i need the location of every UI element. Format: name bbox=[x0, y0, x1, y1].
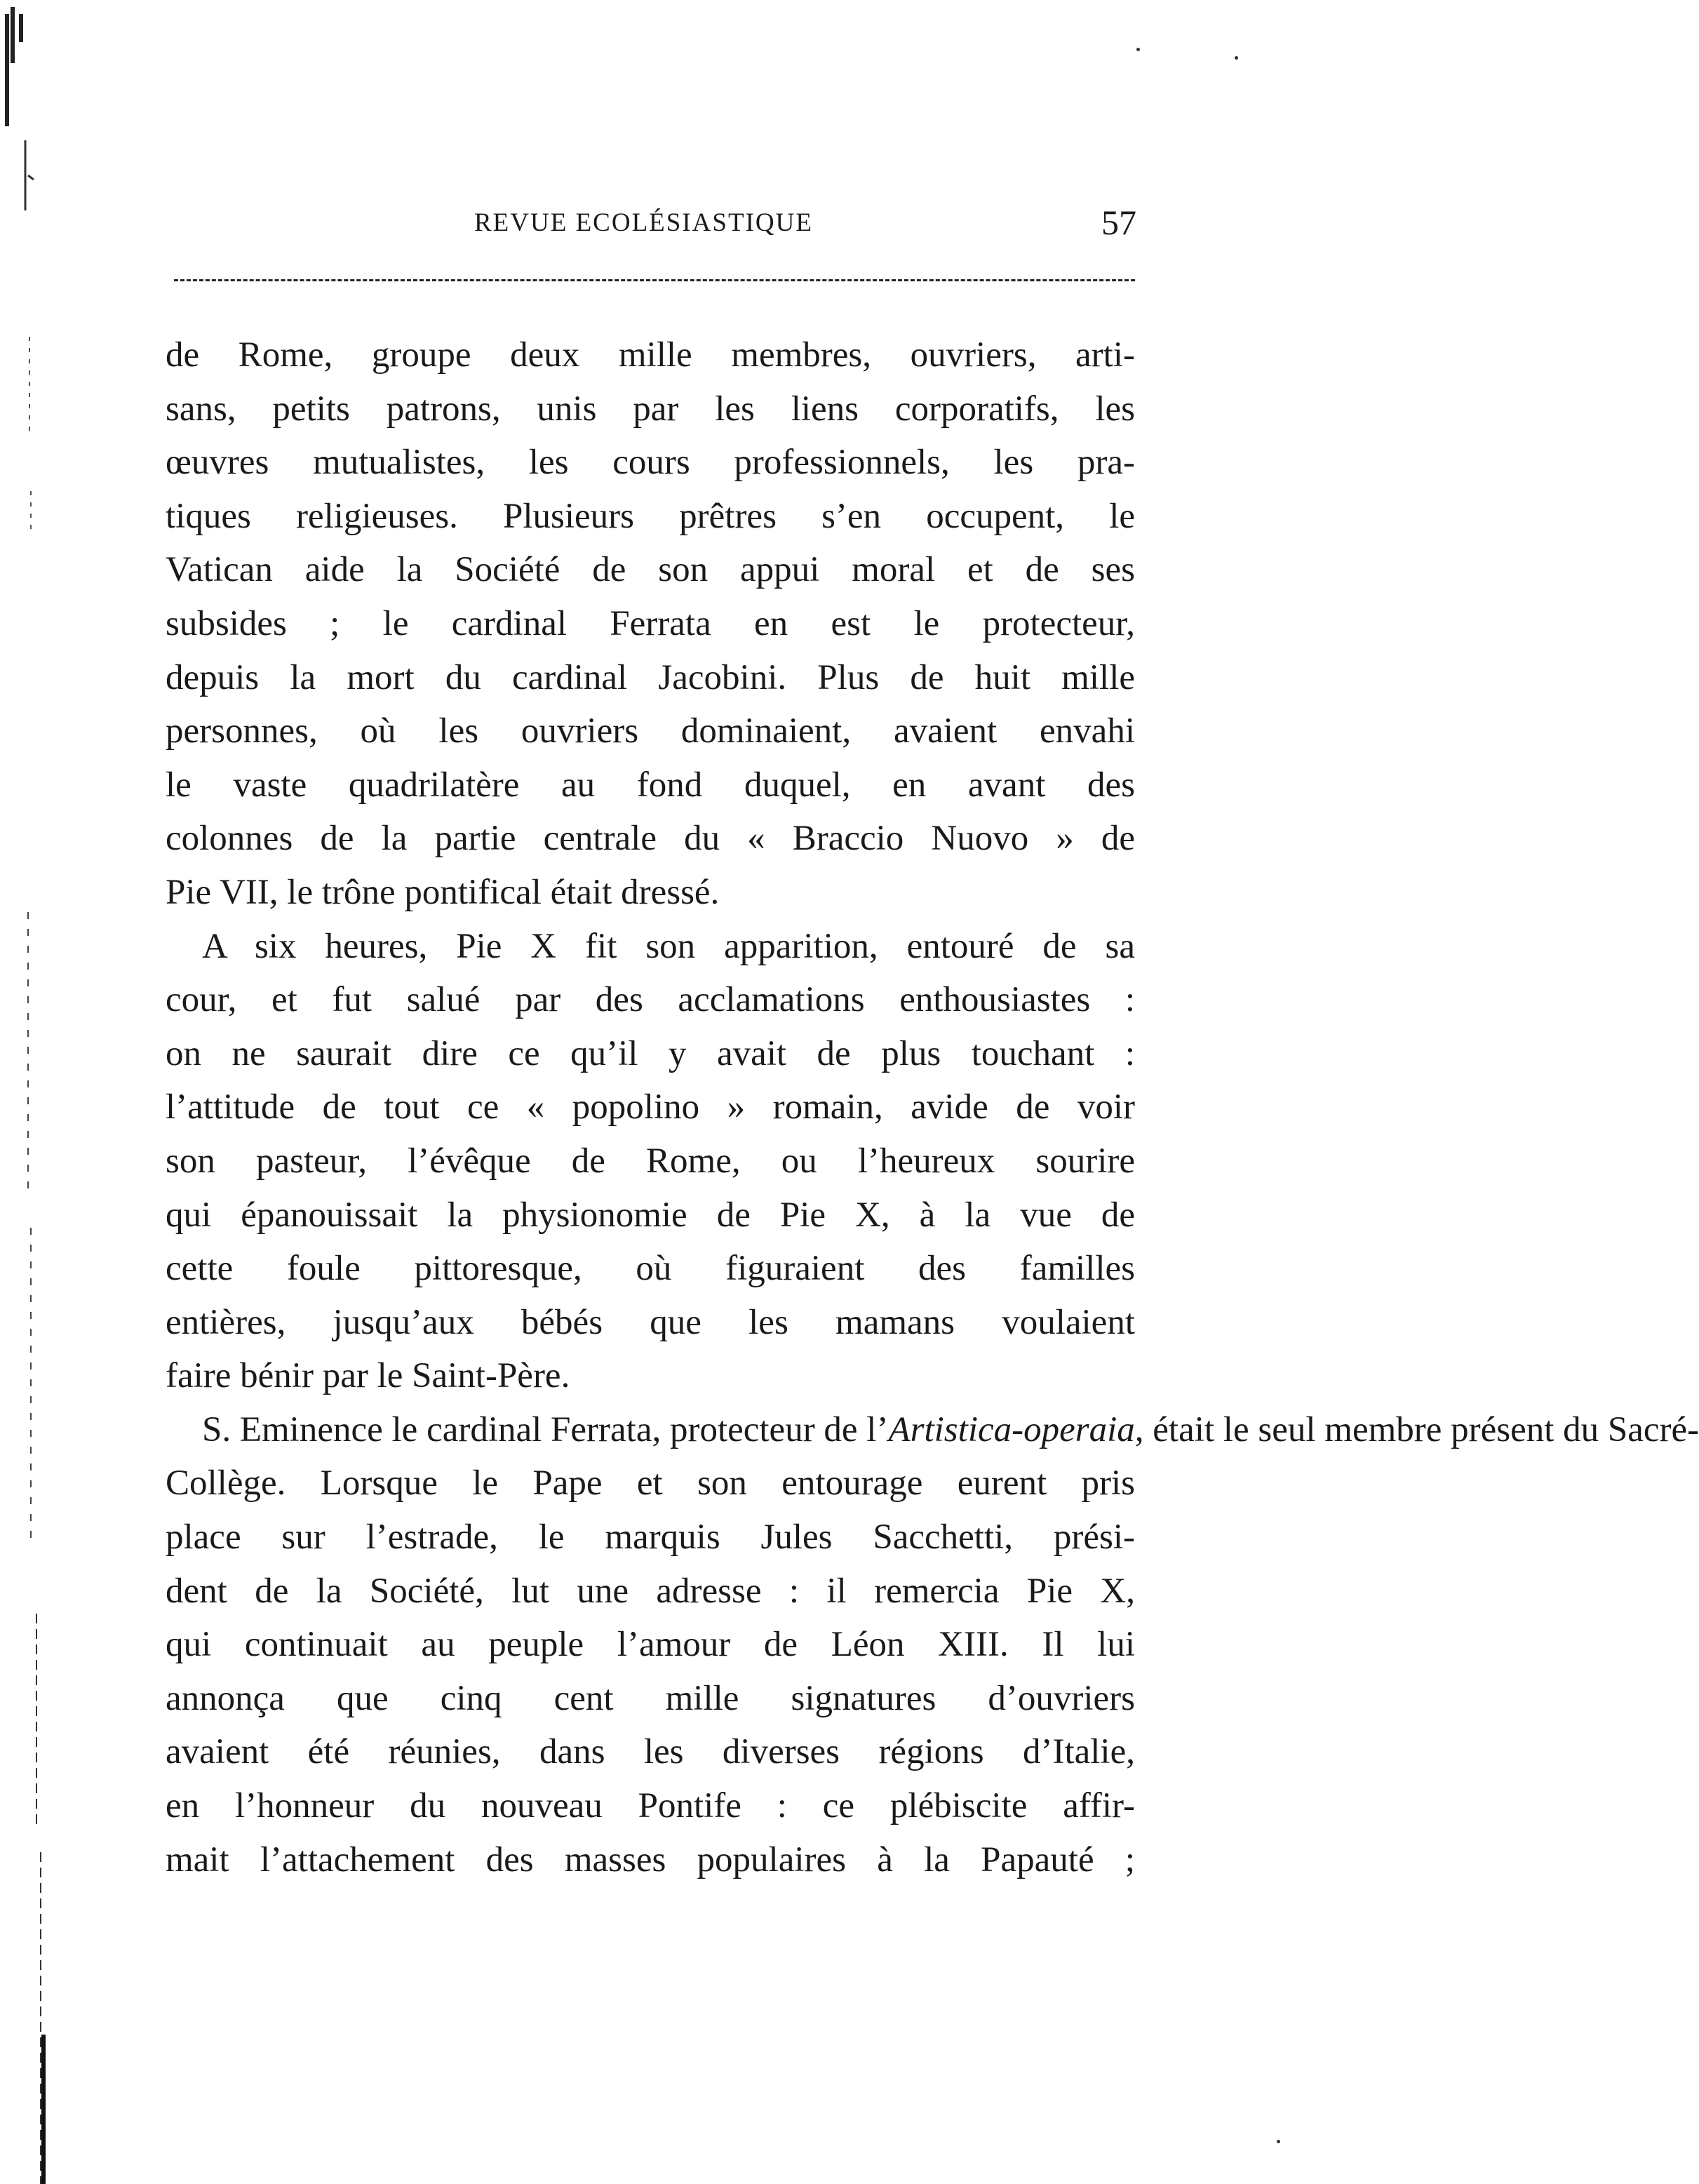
text-line: avaient été réunies, dans les diverses régions d’Italie, bbox=[166, 1732, 1135, 1772]
header-rule bbox=[174, 279, 1135, 281]
text-line: cette foule pittoresque, où figuraient des familles bbox=[166, 1249, 1135, 1289]
text-line: cour, et fut salué par des acclamations enthousiastes : bbox=[166, 980, 1135, 1020]
page-header bbox=[168, 202, 1136, 251]
text-line: subsides ; le cardinal Ferrata en est le protecteur, bbox=[166, 603, 1135, 643]
text-line: place sur l’estrade, le marquis Jules Sacchetti, prési- bbox=[166, 1518, 1135, 1557]
running-title: REVUE ECOLÉSIASTIQUE bbox=[474, 208, 813, 237]
page-number: 57 bbox=[1101, 203, 1136, 242]
text-line: personnes, où les ouvriers dominaient, avaient envahi bbox=[166, 711, 1135, 751]
text-line: Pie VII, le trône pontifical était dressé. bbox=[166, 872, 720, 912]
text-line: entières, jusqu’aux bébés que les mamans voulaient bbox=[166, 1302, 1135, 1342]
text-line: en l’honneur du nouveau Pontife : ce plébiscite affir- bbox=[166, 1786, 1135, 1826]
body-text bbox=[166, 328, 1699, 1887]
text-line: Collège. Lorsque le Pape et son entourage eurent pris bbox=[166, 1463, 1135, 1503]
text-line: Vatican aide la Société de son appui moral et de ses bbox=[166, 550, 1135, 590]
text-segment: , était le seul membre présent du Sacré- bbox=[1134, 1409, 1699, 1449]
text-line: A six heures, Pie X fit son apparition, entouré de sa bbox=[202, 926, 1135, 966]
text-line: annonça que cinq cent mille signatures d’ouvriers bbox=[166, 1678, 1135, 1718]
text-line: sans, petits patrons, unis par les liens corporatifs, les bbox=[166, 389, 1135, 429]
speck bbox=[1277, 2140, 1280, 2143]
text-line: de Rome, groupe deux mille membres, ouvriers, arti- bbox=[166, 335, 1135, 375]
text-line: tiques religieuses. Plusieurs prêtres s’en occupent, le bbox=[166, 496, 1135, 536]
text-line: œuvres mutualistes, les cours professionnels, les pra- bbox=[166, 443, 1135, 483]
speck bbox=[1136, 48, 1140, 51]
speck bbox=[1235, 56, 1238, 60]
text-line: son pasteur, l’évêque de Rome, ou l’heureux sourire bbox=[166, 1141, 1135, 1181]
italic-term: Artistica-operaia bbox=[888, 1409, 1135, 1449]
text-segment: S. Eminence le cardinal Ferrata, protecteur de l’ bbox=[202, 1409, 889, 1449]
text-line: le vaste quadrilatère au fond duquel, en avant des bbox=[166, 765, 1135, 805]
text-line: colonnes de la partie centrale du « Braccio Nuovo » de bbox=[166, 819, 1135, 859]
text-line: mait l’attachement des masses populaires à la Papauté ; bbox=[166, 1840, 1135, 1880]
text-line: qui continuait au peuple l’amour de Léon XIII. Il lui bbox=[166, 1625, 1135, 1665]
text-line bbox=[166, 1403, 1699, 1457]
text-line: l’attitude de tout ce « popolino » romain, avide de voir bbox=[166, 1087, 1135, 1127]
text-line: depuis la mort du cardinal Jacobini. Plus de huit mille bbox=[166, 657, 1135, 697]
text-line: dent de la Société, lut une adresse : il remercia Pie X, bbox=[166, 1571, 1135, 1611]
text-line: faire bénir par le Saint-Père. bbox=[166, 1356, 570, 1396]
binding-edge-marks bbox=[0, 0, 56, 2184]
text-line: on ne saurait dire ce qu’il y avait de plus touchant : bbox=[166, 1033, 1135, 1073]
text-line: qui épanouissait la physionomie de Pie X, à la vue de bbox=[166, 1195, 1135, 1235]
